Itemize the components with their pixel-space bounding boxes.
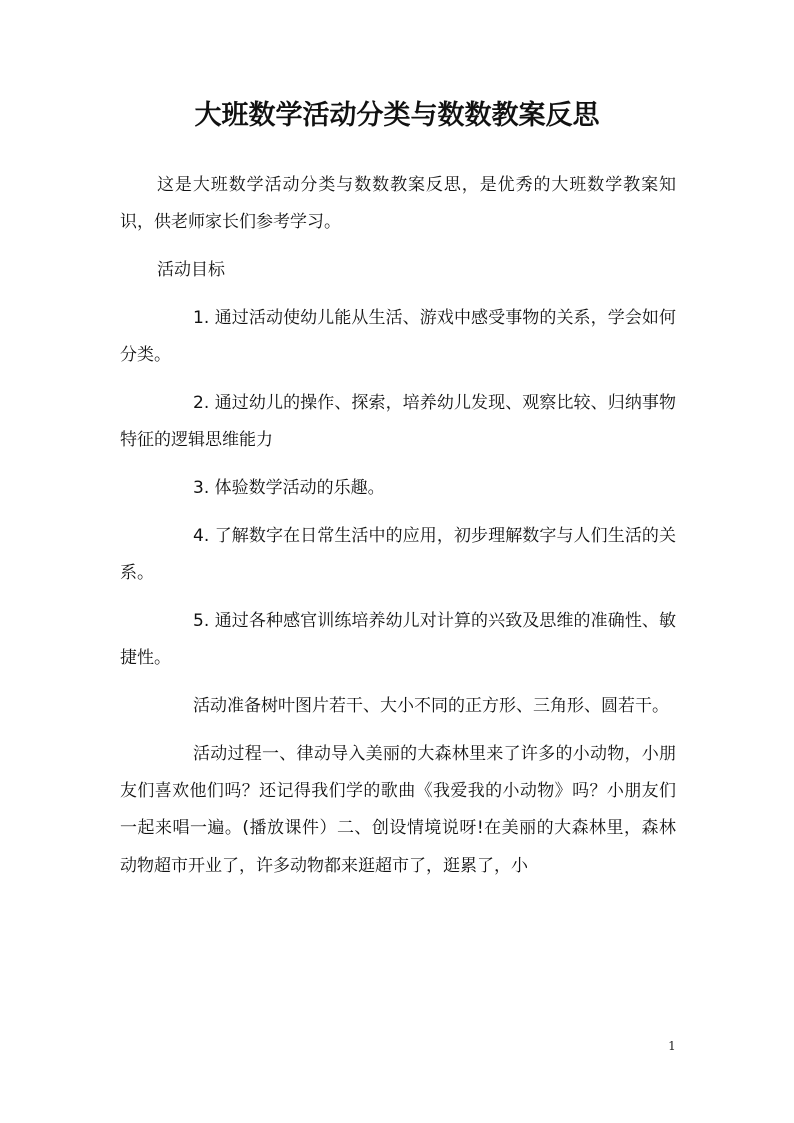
preparation-paragraph: 活动准备树叶图片若干、大小不同的正方形、三角形、圆若干。 xyxy=(193,695,669,716)
page-number: 1 xyxy=(668,1039,676,1053)
goal-item-3: 3. 体验数学活动的乐趣。 xyxy=(193,478,385,499)
document-title: 大班数学活动分类与数数教案反思 xyxy=(194,100,600,131)
process-paragraph: 活动过程一、律动导入美丽的大森林里来了许多的小动物，小朋友们喜欢他们吗？还记得我们学的歌曲《我爱我的小动物》吗？小朋友们一起来唱一遍。(播放课件）二、创设情境说呀!在美丽的大森林里，森林动物超市开业了，许多动物都来逛超市了，逛累了，小 xyxy=(120,743,676,876)
section-heading-goals: 活动目标 xyxy=(157,260,225,281)
goal-item-2: 2. 通过幼儿的操作、探索，培养幼儿发现、观察比较、归纳事物特征的逻辑思维能力 xyxy=(120,392,676,451)
goal-item-1: 1. 通过活动使幼儿能从生活、游戏中感受事物的关系，学会如何分类。 xyxy=(120,307,676,366)
goal-item-4: 4. 了解数字在日常生活中的应用，初步理解数字与人们生活的关系。 xyxy=(120,525,676,584)
intro-paragraph: 这是大班数学活动分类与数数教案反思，是优秀的大班数学教案知识，供老师家长们参考学习。 xyxy=(120,175,676,233)
goal-item-5: 5. 通过各种感官训练培养幼儿对计算的兴致及思维的准确性、敏捷性。 xyxy=(120,610,676,669)
document-body xyxy=(120,167,676,896)
